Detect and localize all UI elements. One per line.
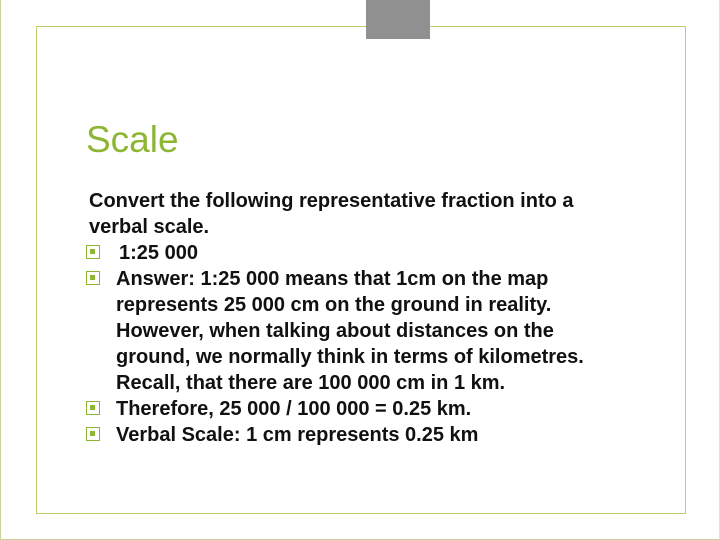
bullet-item [86,396,626,422]
slide-title: Scale [86,119,179,160]
square-bullet-icon [86,271,100,285]
bullet-text: 1:25 000 [119,242,198,264]
square-bullet-icon [86,427,100,441]
bullet-text: Answer: 1:25 000 means that 1cm on the map represents 25 000 cm on the ground in reality. However, when talking about distances on the ground, we normally think in terms of kilometres. Recall, that there are 100 000 cm in 1 km. [116,268,584,394]
accent-rectangle [366,0,430,39]
slide-body [86,188,626,448]
square-bullet-icon [86,401,100,415]
bullet-text: Verbal Scale: 1 cm represents 0.25 km [116,424,479,446]
bullet-item [86,422,626,448]
bullet-text: Therefore, 25 000 / 100 000 = 0.25 km. [116,398,472,420]
intro-text: Convert the following representative fraction into a verbal scale. [89,190,574,238]
bullet-item [86,240,626,266]
bullet-item [86,266,626,396]
square-bullet-icon [86,245,100,259]
